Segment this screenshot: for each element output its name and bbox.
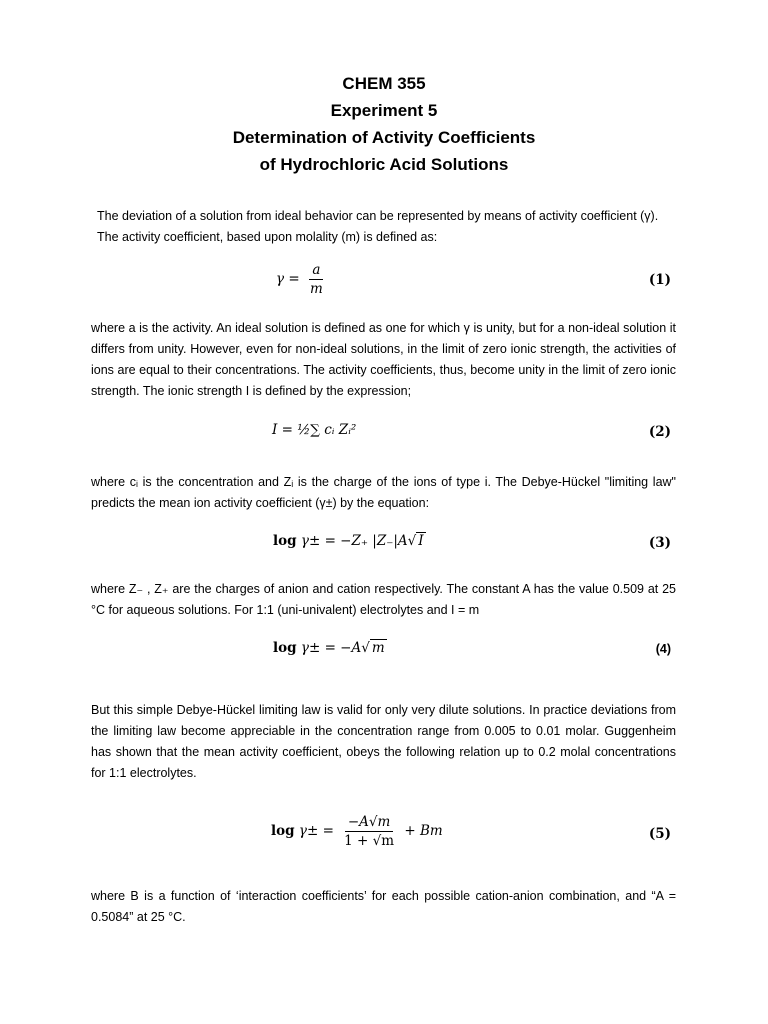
equation-4 — [273, 640, 387, 656]
paragraph-interaction: where B is a function of ‘interaction coefficients’ for each possible cation-anion combination, and “A = 0.5084” at 25 °C. — [91, 889, 676, 924]
equation-4-gamma: γ± — [300, 640, 321, 656]
equation-1-denominator: m — [309, 281, 323, 297]
page-title-line-1: Determination of Activity Coefficients — [232, 128, 536, 147]
equation-3-radicand: I — [418, 533, 424, 549]
equation-4-log: log — [273, 640, 297, 656]
equation-4-rhs: = −A — [324, 640, 362, 656]
equation-4-number: (4) — [655, 642, 671, 656]
page-title-line-2: of Hydrochloric Acid Solutions — [259, 155, 509, 174]
equation-3-rhs: = −Z₊ |Z₋|A — [324, 533, 408, 549]
equation-5-fraction — [341, 814, 397, 849]
equation-5-denominator: 1 + √m — [344, 833, 395, 849]
equation-1-fraction — [307, 262, 326, 297]
equation-3-log: log — [273, 533, 297, 549]
equation-5-gamma: γ± — [298, 823, 319, 839]
paragraph-charges: where Z₋ , Z₊ are the charges of anion and cation respectively. The constant A has the value 0.509 at 25 °C for aqueous solutions. For 1:1 (uni-univalent) electrolytes and I = m — [91, 582, 676, 617]
paragraph-activity: where a is the activity. An ideal solution is defined as one for which γ is unity, but for a non-ideal solution it differs from unity. However, even for non-ideal solutions, in the limit of zero ionic strength, the activities of ions are equal to their concentrations. The activity coefficients, thus, become unity in the limit of zero ionic strength. The ionic strength I is defined by the expression; — [91, 321, 676, 398]
paragraph-debye-huckel: where cᵢ is the concentration and Zᵢ is the charge of the ions of type i. The Debye-Hückel "limiting law" predicts the mean ion activity coefficient (γ±) by the equation: — [91, 475, 676, 510]
equation-5-equals: = — [322, 823, 334, 839]
title-block — [0, 70, 768, 178]
equation-1 — [276, 262, 329, 297]
equation-3-number: (3) — [648, 535, 671, 551]
equation-5 — [271, 814, 443, 849]
equation-3 — [273, 533, 426, 549]
equation-2: I = ½∑ cᵢ Zᵢ² — [272, 422, 357, 438]
equation-1-number: (1) — [648, 272, 671, 288]
sqrt-icon: √ — [361, 640, 370, 656]
paragraph-guggenheim: But this simple Debye-Hückel limiting law is valid for only very dilute solutions. In practice deviations from the limiting law become appreciable in the concentration range from 0.005 to 0.01 molar. Guggenheim has shown that the mean activity coefficient, obeys the following relation up to 0.2 molal concentrations for 1:1 electrolytes. — [91, 703, 676, 780]
equation-1-lhs: γ = — [276, 271, 300, 287]
equation-2-number: (2) — [648, 424, 671, 440]
equation-5-number: (5) — [648, 826, 671, 842]
equation-1-numerator: a — [309, 262, 323, 280]
equation-5-tail: + Bm — [404, 823, 443, 839]
equation-5-log: log — [271, 823, 295, 839]
equation-4-radicand: m — [371, 640, 385, 656]
paragraph-intro: The deviation of a solution from ideal behavior can be represented by means of activity coefficient (γ). The activity coefficient, based upon molality (m) is defined as: — [97, 209, 659, 244]
experiment-number: Experiment 5 — [330, 101, 438, 120]
sqrt-icon: √ — [407, 533, 417, 549]
course-code: CHEM 355 — [342, 74, 426, 93]
equation-3-gamma: γ± — [300, 533, 321, 549]
equation-5-numerator: −A√m — [345, 814, 393, 832]
